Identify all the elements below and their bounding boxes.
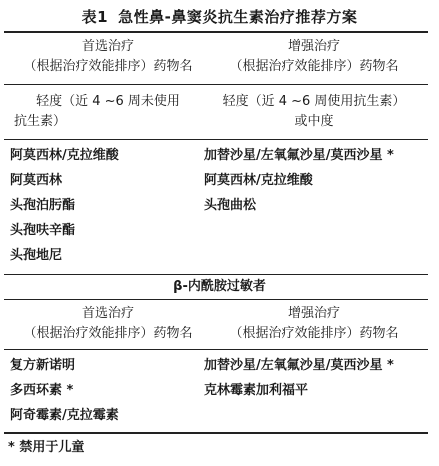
s1-drug-left-5: 头孢地尼: [10, 248, 63, 263]
s1-header-right-line2: （根据治疗效能排序）药物名: [229, 59, 399, 74]
s2-header-left-line1: 首选治疗: [81, 306, 134, 321]
table-number: 表1: [81, 8, 109, 26]
footnote: * 禁用于儿童: [8, 440, 85, 455]
rule-s1-header: [4, 84, 428, 85]
s1-drug-left-1: 阿莫西林/克拉维酸: [10, 148, 119, 163]
s1-drug-left-4: 头孢呋辛酯: [10, 223, 76, 238]
s1-header-left-line1: 首选治疗: [81, 39, 134, 54]
s2-drug-right-1: 加替沙星/左氧氟沙星/莫西沙星 *: [204, 358, 394, 373]
s1-drug-right-2: 阿莫西林/克拉维酸: [204, 173, 313, 188]
s1-sub-right-line1: 轻度（近 4 ~6 周使用抗生素）: [222, 94, 406, 109]
rule-bottom: [4, 432, 428, 434]
s1-drug-left-3: 头孢泊肟酯: [10, 198, 76, 213]
table-title: [0, 6, 439, 27]
s2-drug-left-1: 复方新诺明: [10, 358, 76, 373]
rule-top: [4, 31, 428, 33]
s2-drug-left-2: 多西环素 *: [10, 383, 74, 398]
rule-s2-header: [4, 349, 428, 350]
s1-header-left-line2: （根据治疗效能排序）药物名: [23, 59, 193, 74]
table-title-text: 急性鼻-鼻窦炎抗生素治疗推荐方案: [118, 8, 358, 26]
s2-header-right-line2: （根据治疗效能排序）药物名: [229, 326, 399, 341]
rule-s1-sub: [4, 139, 428, 140]
s2-header-left-line2: （根据治疗效能排序）药物名: [23, 326, 193, 341]
rule-s1-end: [4, 274, 428, 275]
s1-drug-left-2: 阿莫西林: [10, 173, 63, 188]
s1-drug-right-1: 加替沙星/左氧氟沙星/莫西沙星 *: [204, 148, 394, 163]
rule-s2-title: [4, 299, 428, 300]
s1-sub-left-line2: 抗生素）: [14, 114, 67, 129]
s2-drug-left-3: 阿奇霉素/克拉霉素: [10, 408, 119, 423]
s2-header-right-line1: 增强治疗: [287, 306, 340, 321]
s1-sub-left-line1: 轻度（近 4 ~6 周未使用: [36, 94, 180, 109]
s1-drug-right-3: 头孢曲松: [204, 198, 257, 213]
s2-drug-right-2: 克林霉素加利福平: [204, 383, 309, 398]
s1-header-right-line1: 增强治疗: [287, 39, 340, 54]
s2-title: β-内酰胺过敏者: [173, 279, 266, 294]
s1-sub-right-line2: 或中度: [294, 114, 334, 129]
